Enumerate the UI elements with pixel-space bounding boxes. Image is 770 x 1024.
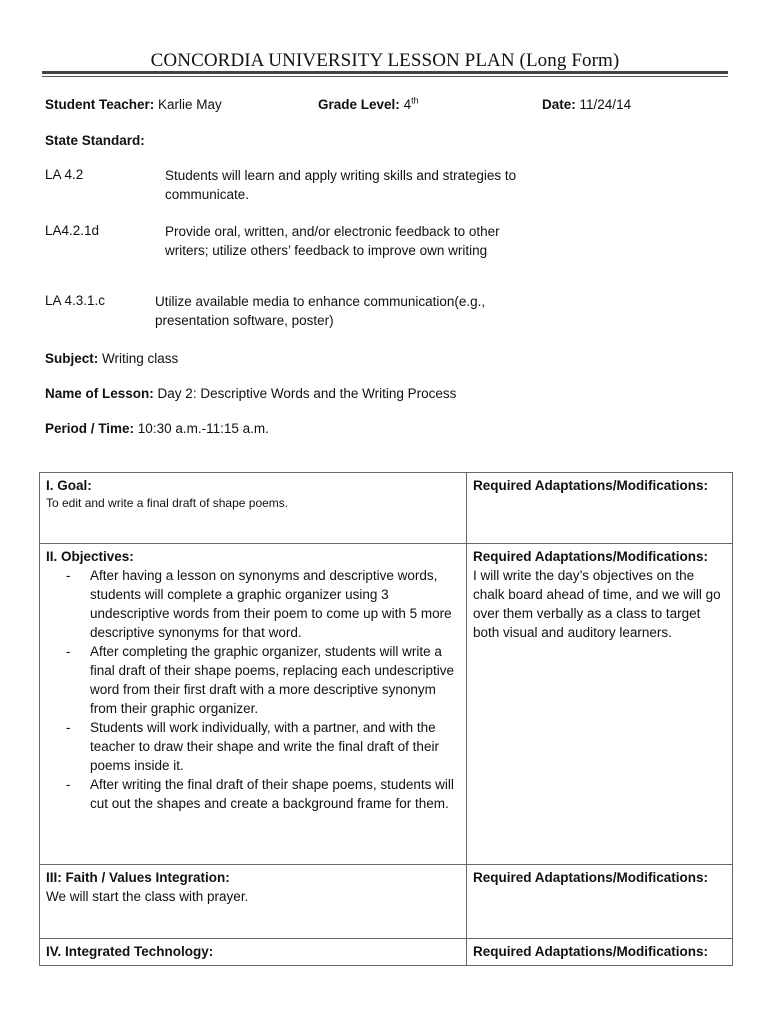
objective-item: - After having a lesson on synonyms and descriptive words, students will complete a graphic organizer using 3 undescriptive words from their poem to come up with 5 more descriptive synonyms for that word. — [46, 566, 460, 642]
standard-code: LA 4.3.1.c — [45, 293, 106, 308]
period-time-label: Period / Time: — [45, 421, 135, 436]
objectives-cell — [40, 544, 467, 865]
goal-cell — [40, 473, 467, 544]
subject-value: Writing class — [102, 351, 179, 366]
goal-adaptations-cell — [467, 473, 733, 544]
technology-row — [40, 939, 733, 966]
state-standard-heading: State Standard: — [45, 133, 145, 148]
lesson-name-field — [45, 386, 456, 401]
faith-adaptations-cell — [467, 865, 733, 939]
student-teacher-label: Student Teacher: — [45, 97, 155, 112]
subject-field — [45, 351, 178, 366]
grade-level-value: 4 — [403, 97, 412, 112]
faith-row — [40, 865, 733, 939]
period-time-value: 10:30 a.m.-11:15 a.m. — [137, 421, 269, 436]
objectives-title: II. Objectives: — [46, 549, 134, 564]
standard-description: Utilize available media to enhance communication(e.g., presentation software, poster) — [155, 294, 486, 328]
grade-level-suffix: th — [411, 95, 419, 106]
objectives-row — [40, 544, 733, 865]
objectives-adaptations-text: I will write the day’s objectives on the chalk board ahead of time, and we will go over them verbally as a class to target both visual and auditory learners. — [473, 568, 721, 640]
faith-text: We will start the class with prayer. — [46, 889, 249, 904]
date-value: 11/24/14 — [579, 97, 632, 112]
goal-row — [40, 473, 733, 544]
faith-title: III: Faith / Values Integration: — [46, 870, 230, 885]
title-rule-thick — [42, 71, 728, 74]
student-teacher-value: Karlie May — [158, 97, 222, 112]
objectives-adaptations-cell — [467, 544, 733, 865]
adaptations-label: Required Adaptations/Modifications: — [473, 478, 709, 493]
objective-item: - Students will work individually, with a partner, and with the teacher to draw their shape and write the final draft of their poems inside it. — [46, 718, 460, 775]
objectives-list — [46, 566, 460, 813]
adaptations-label: Required Adaptations/Modifications: — [473, 944, 709, 959]
document-title: CONCORDIA UNIVERSITY LESSON PLAN (Long Form) — [150, 50, 620, 71]
lesson-name-label: Name of Lesson: — [45, 386, 154, 401]
goal-text: To edit and write a final draft of shape poems. — [46, 496, 289, 510]
grade-level-label: Grade Level: — [318, 97, 400, 112]
lesson-plan-table — [39, 472, 733, 966]
objective-item: - After writing the final draft of their shape poems, students will cut out the shapes and create a background frame for them. — [46, 775, 460, 813]
standard-description: Provide oral, written, and/or electronic feedback to other writers; utilize others’ feedback to improve own writing — [165, 224, 500, 258]
objective-item: - After completing the graphic organizer, students will write a final draft of their shape poems, replacing each undescriptive word from their first draft with a more descriptive synonym from their graphic organizer. — [46, 642, 460, 718]
adaptations-label: Required Adaptations/Modifications: — [473, 549, 709, 564]
standard-code: LA4.2.1d — [45, 223, 100, 238]
standard-code: LA 4.2 — [45, 167, 84, 182]
period-time-field — [45, 421, 269, 436]
technology-cell — [40, 939, 467, 966]
technology-adaptations-cell — [467, 939, 733, 966]
faith-cell — [40, 865, 467, 939]
lesson-name-value: Day 2: Descriptive Words and the Writing Process — [157, 386, 457, 401]
date-label: Date: — [542, 97, 576, 112]
goal-title: I. Goal: — [46, 478, 92, 493]
technology-title: IV. Integrated Technology: — [46, 944, 214, 959]
date-field — [542, 97, 631, 112]
grade-level-field — [318, 97, 419, 112]
standard-description: Students will learn and apply writing skills and strategies to communicate. — [165, 168, 517, 202]
adaptations-label: Required Adaptations/Modifications: — [473, 870, 709, 885]
subject-label: Subject: — [45, 351, 99, 366]
student-teacher-field — [45, 97, 222, 112]
title-rule-thin — [42, 76, 728, 77]
